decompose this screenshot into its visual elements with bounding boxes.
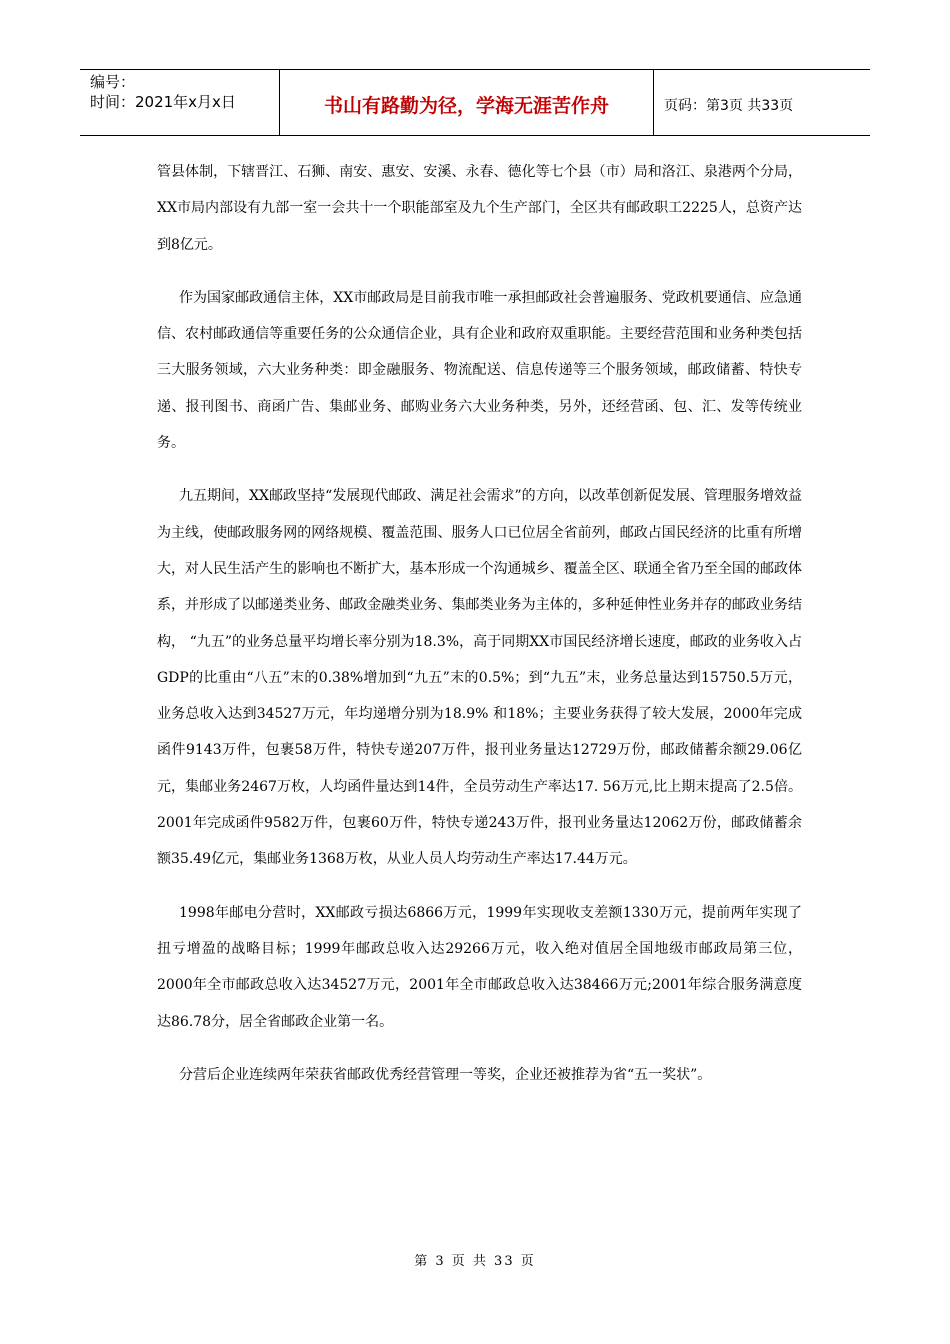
paragraph: 管县体制，下辖晋江、石狮、南安、惠安、安溪、永春、德化等七个县（市）局和洛江、泉港两个分局，XX市局内部设有九部一室一会共十一个职能部室及九个生产部门，全区共有邮政职工2225人，总资产达到8亿元。 [157,164,802,253]
paragraph: 1998年邮电分营时，XX邮政亏损达6866万元，1999年实现收支差额1330万元，提前两年实现了扭亏增盈的战略目标；1999年邮政总收入达29266万元，收入绝对值居全国地级市邮政局第三位，2000年全市邮政总收入达34527万元，2001年全市邮政总收入达38466万元;2001年综合服务满意度达86.78分，居全省邮政企业第一名。 [157,904,802,1030]
paragraph: 分营后企业连续两年荣获省邮政优秀经营管理一等奖，企业还被推荐为省“五一奖状”。 [179,1066,712,1083]
header-meta [80,70,280,135]
header-page-label: 页码：第3页 共33页 [664,97,794,114]
header-motto: 书山有路勤为径，学海无涯苦作舟 [280,70,654,135]
paragraph: 作为国家邮政通信主体，XX市邮政局是目前我市唯一承担邮政社会普遍服务、党政机要通信、应急通信、农村邮政通信等重要任务的公众通信企业，具有企业和政府双重职能。主要经营范围和业务种类包括三大服务领域，六大业务种类：即金融服务、物流配送、信息传递等三个服务领域，邮政储蓄、特快专递、报刊图书、商函广告、集邮业务、邮购业务六大业务种类，另外，还经营函、包、汇、发等传统业务。 [157,289,802,452]
document-date-label: 时间：2021年x月x日 [90,93,236,111]
page-footer: 第 3 页 共 33 页 [414,1254,536,1269]
paragraph: 九五期间，XX邮政坚持“发展现代邮政、满足社会需求”的方向，以改革创新促发展、管理服务增效益为主线，使邮政服务网的网络规模、覆盖范围、服务人口已位居全省前列，邮政占国民经济的比重有所增大，对人民生活产生的影响也不断扩大，基本形成一个沟通城乡、覆盖全区、联通全省乃至全国的邮政体系，并形成了以邮递类业务、邮政金融类业务、集邮类业务为主体的，多种延伸性业务并存的邮政业务结构， “九五”的业务总量平均增长率分别为18.3%，高于同期XX市国民经济增长速度，邮政的业务收入占GDP的比重由“八五”末的0.38%增加到“九五”末的0.5%；到“九五”末，业务总量达到15750.5万元，业务总收入达到34527万元，年均递增分别为18.9% 和18%；主要业务获得了较大发展，2000年完成函件9143万件，包裹58万件，特快专递207万件，报刊业务量达12729万份，邮政储蓄余额29.06亿元，集邮业务2467万枚，人均函件量达到14件，全员劳动生产率达17. 56万元,比上期末提高了2.5倍。2001年完成函件9582万件，包裹60万件，特快专递243万件，报刊业务量达12062万份，邮政储蓄余额35.49亿元，集邮业务1368万枚，从业人员人均劳动生产率达17.44万元。 [157,488,802,868]
document-number-label: 编号： [90,73,136,91]
page-header [80,69,870,136]
document-body [157,154,802,1110]
